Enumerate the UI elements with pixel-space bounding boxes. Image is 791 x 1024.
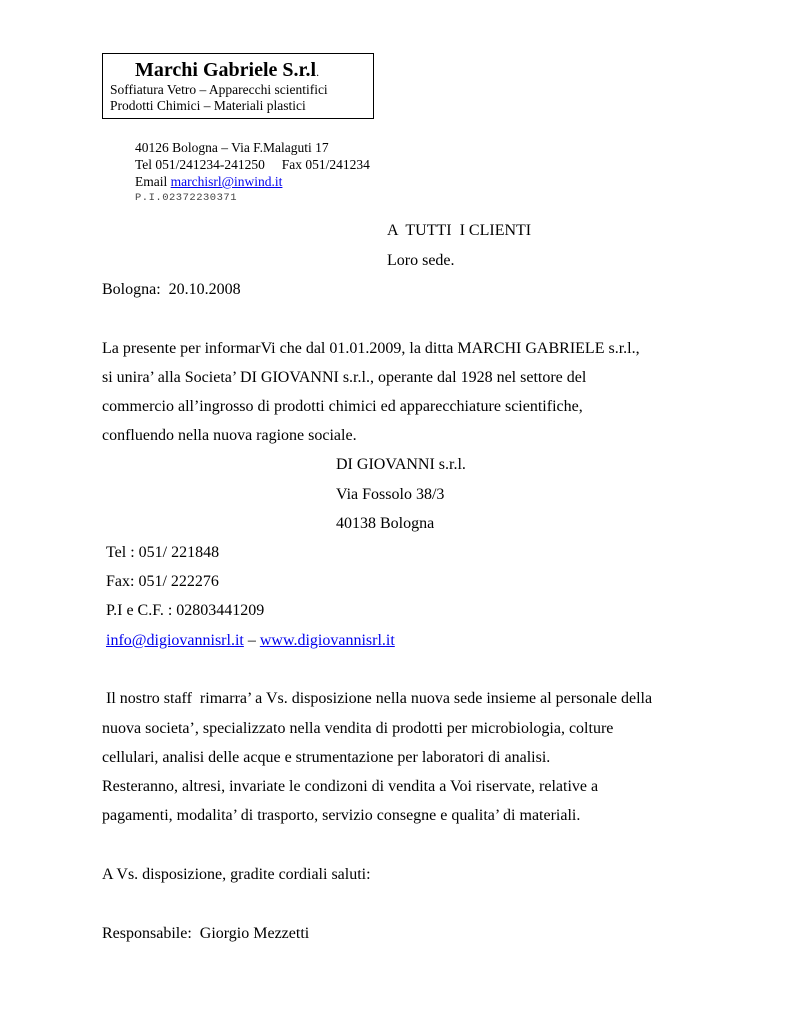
new-company-tel: Tel : 051/ 221848 bbox=[106, 544, 220, 561]
company-email-link[interactable]: marchisrl@inwind.it bbox=[170, 174, 283, 189]
body-para1-line-4: confluendo nella nuova ragione sociale. bbox=[102, 427, 357, 444]
company-phone-fax: Tel 051/241234-241250 Fax 051/241234 bbox=[135, 157, 370, 172]
company-activity-line-2: Prodotti Chimici – Materiali plastici bbox=[110, 98, 306, 113]
new-company-vat: P.I e C.F. : 02803441209 bbox=[106, 602, 265, 619]
company-address: 40126 Bologna – Via F.Malaguti 17 bbox=[135, 140, 329, 155]
link-separator: – bbox=[243, 632, 260, 649]
body-para1-line-3: commercio all’ingrosso di prodotti chimici ed apparecchiature scientifiche, bbox=[102, 398, 583, 415]
body-para2-line-1: Il nostro staff rimarra’ a Vs. disposizione nella nuova sede insieme al personale della bbox=[106, 690, 653, 707]
new-company-name: DI GIOVANNI s.r.l. bbox=[336, 456, 466, 473]
body-para2-line-5: pagamenti, modalita’ di trasporto, servizio consegne e qualita’ di materiali. bbox=[102, 807, 581, 824]
new-company-email-link[interactable]: info@digiovannisrl.it bbox=[106, 632, 244, 649]
body-para1-line-2: si unira’ alla Societa’ DI GIOVANNI s.r.l., operante dal 1928 nel settore del bbox=[102, 369, 587, 386]
company-name: Marchi Gabriele S.r.l. bbox=[135, 59, 320, 81]
company-vat-number: P.I.02372230371 bbox=[135, 192, 238, 204]
signature-line: Responsabile: Giorgio Mezzetti bbox=[102, 925, 310, 942]
date-line: Bologna: 20.10.2008 bbox=[102, 281, 241, 298]
body-para2-line-3: cellulari, analisi delle acque e strumentazione per laboratori di analisi. bbox=[102, 749, 551, 766]
new-company-fax: Fax: 051/ 222276 bbox=[106, 573, 219, 590]
body-para2-line-4: Resteranno, altresi, invariate le condizoni di vendita a Voi riservate, relative a bbox=[102, 778, 599, 795]
new-company-street: Via Fossolo 38/3 bbox=[336, 486, 445, 503]
new-company-website-link[interactable]: www.digiovannisrl.it bbox=[259, 632, 395, 649]
company-activity-line-1: Soffiatura Vetro – Apparecchi scientifici bbox=[110, 82, 328, 97]
company-email-line: Email marchisrl@inwind.it bbox=[135, 174, 283, 189]
new-company-city: 40138 Bologna bbox=[336, 515, 435, 532]
closing-line: A Vs. disposizione, gradite cordiali saluti: bbox=[102, 866, 371, 883]
body-para1-line-1: La presente per informarVi che dal 01.01.2009, la ditta MARCHI GABRIELE s.r.l., bbox=[102, 340, 640, 357]
recipient-line-2: Loro sede. bbox=[387, 252, 455, 269]
new-company-web-line bbox=[106, 632, 395, 650]
recipient-line-1: A TUTTI I CLIENTI bbox=[387, 222, 532, 239]
body-para2-line-2: nuova societa’, specializzato nella vendita di prodotti per microbiologia, colture bbox=[102, 720, 614, 737]
